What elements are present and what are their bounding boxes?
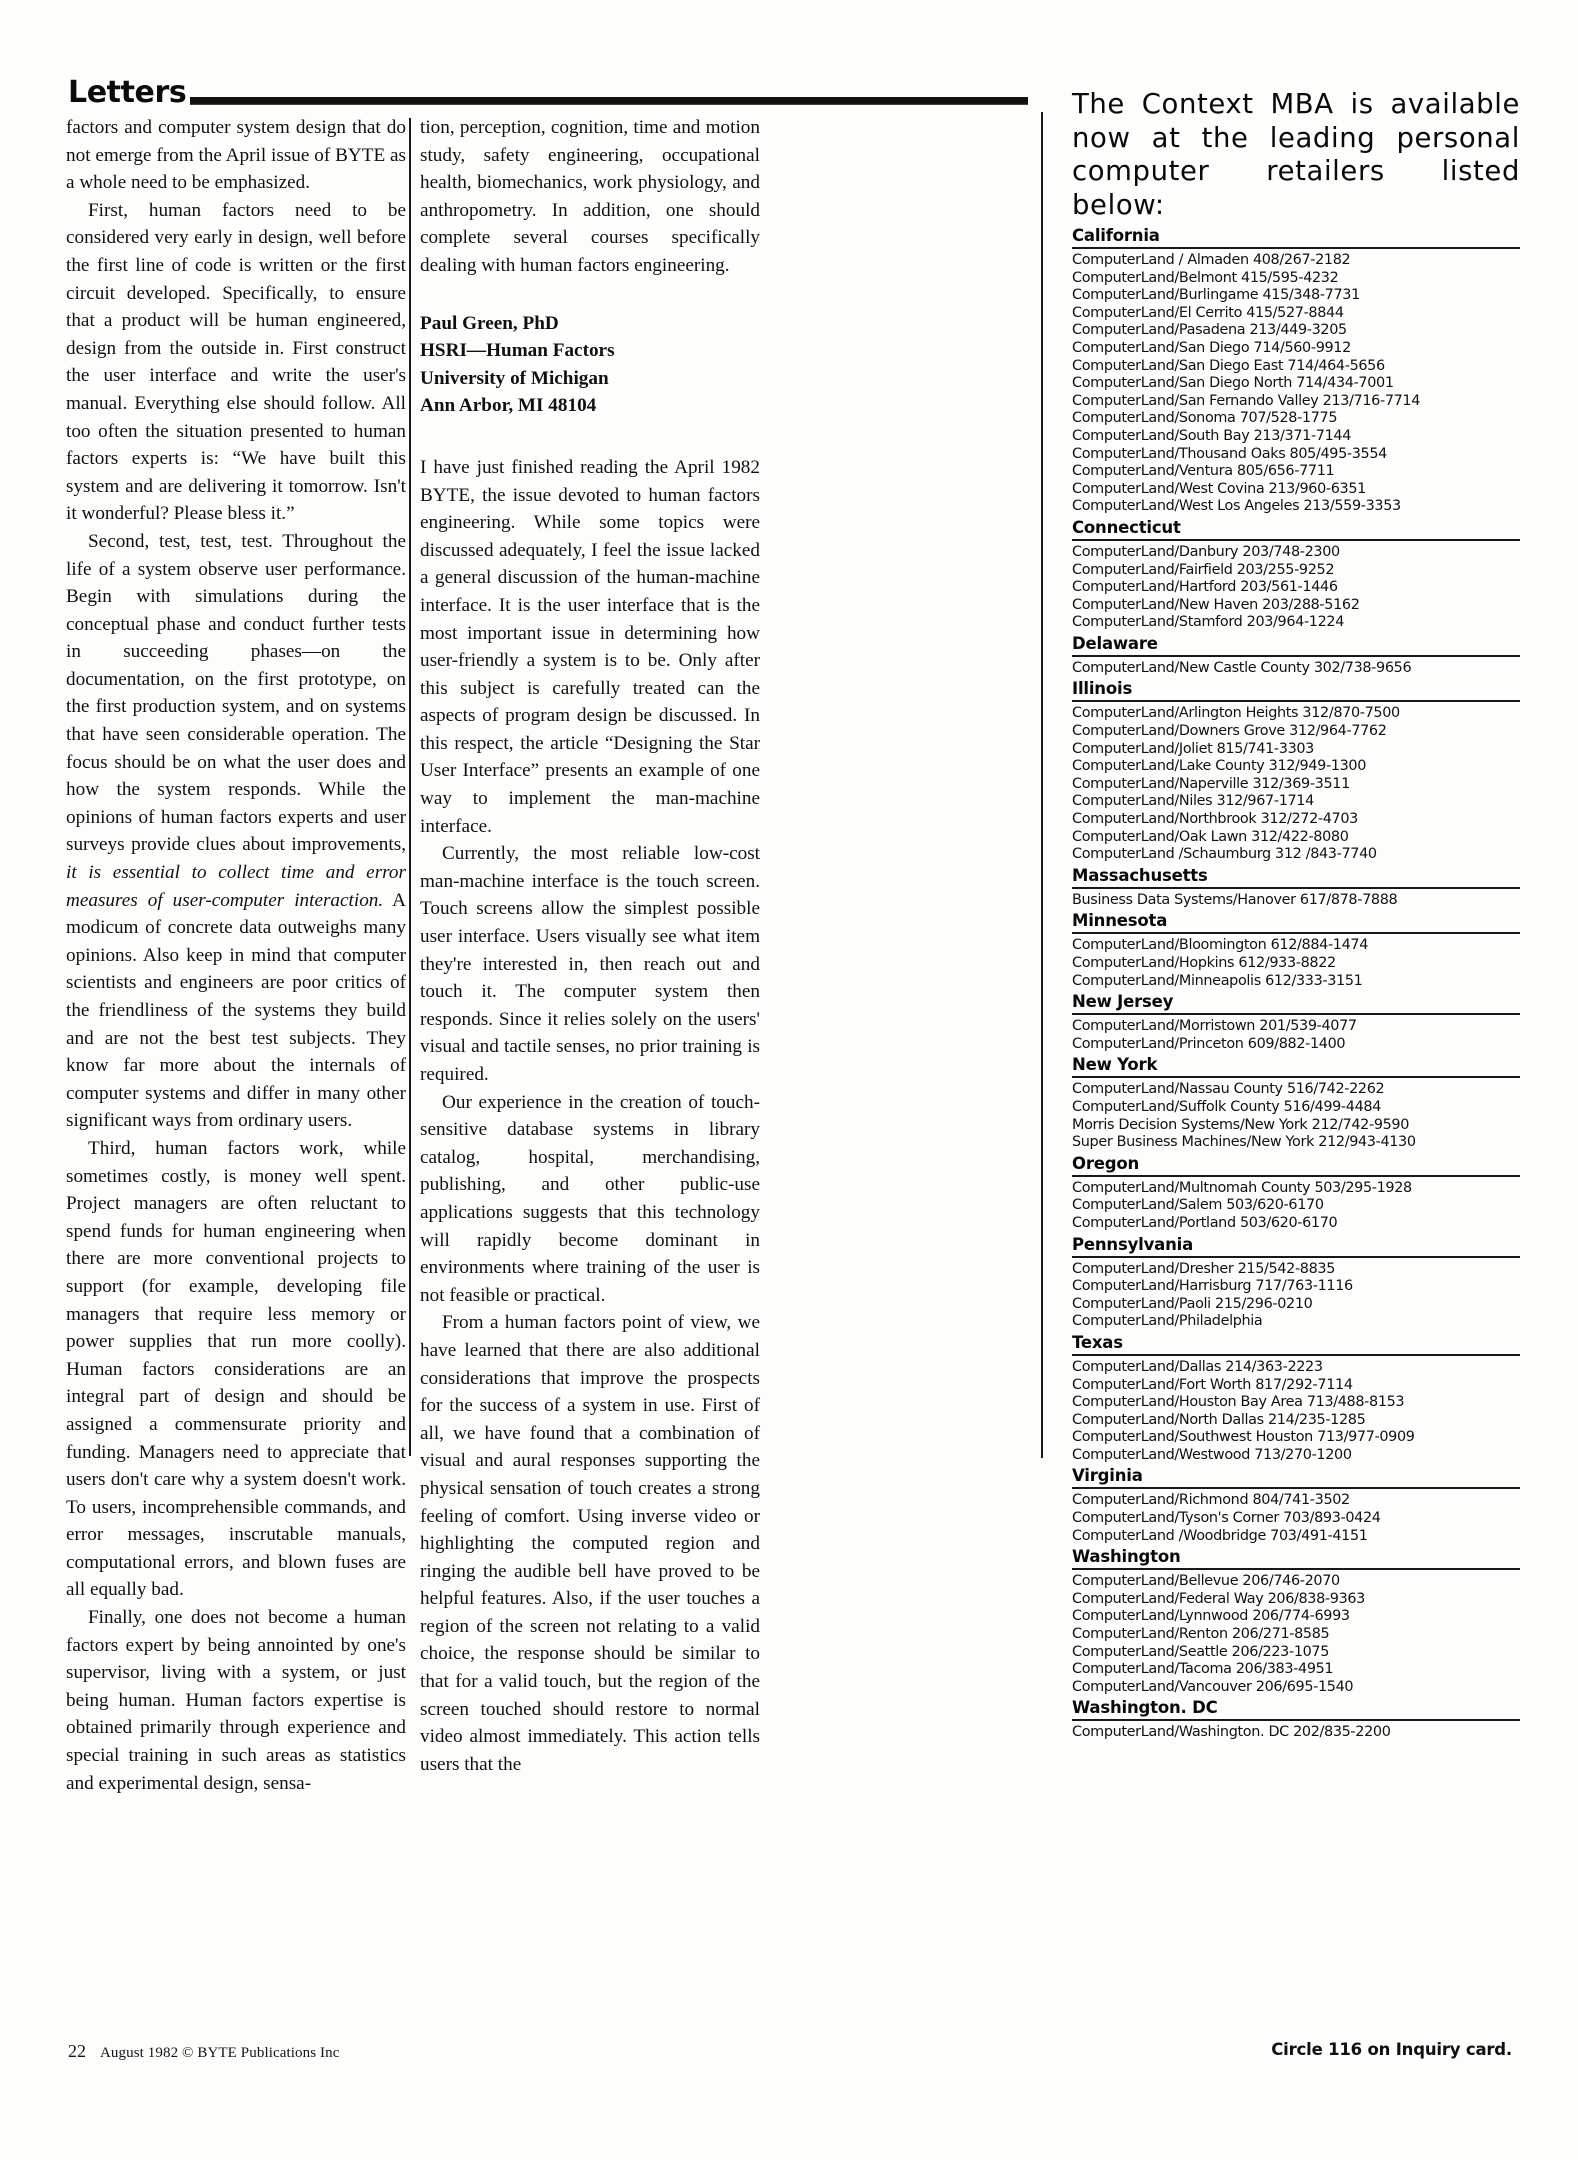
retailer-listing: ComputerLand/Pasadena 213/449-3205	[1072, 322, 1347, 339]
retailer-listing: ComputerLand/San Diego East 714/464-5656	[1072, 357, 1385, 374]
state-group	[1072, 1466, 1520, 1545]
paragraph: First, human factors need to be considered very early in design, well before the first line of code is written or the first circuit developed. Specifically, to ensure that a product will be human engineered, design from the outside in. First construct the user interface and write the user's manual. Everything else should follow. All too often the situation presented to human factors experts is: “We have built this system and are delivering it tomorrow. Isn't it wonderful? Please bless it.”	[66, 199, 406, 525]
retailer-listing: ComputerLand/North Dallas 214/235-1285	[1072, 1411, 1366, 1428]
retailer-listing: ComputerLand/Dallas 214/363-2223	[1072, 1358, 1323, 1375]
state-group	[1072, 866, 1520, 910]
letter-spacer	[420, 420, 760, 454]
retailer-listing: ComputerLand/Houston Bay Area 713/488-8153	[1072, 1394, 1405, 1411]
page-footer-left	[68, 2041, 339, 2062]
retailer-listing: ComputerLand/Sonoma 707/528-1775	[1072, 410, 1338, 427]
state-group	[1072, 992, 1520, 1053]
retailer-listing: ComputerLand/Southwest Houston 713/977-0909	[1072, 1429, 1415, 1446]
paragraph	[66, 528, 406, 1135]
body-column-2	[420, 114, 760, 1778]
retailer-listing: ComputerLand/Morristown 201/539-4077	[1072, 1018, 1357, 1035]
retailer-listing: ComputerLand/Naperville 312/369-3511	[1072, 775, 1350, 792]
retailer-listing: ComputerLand/Bloomington 612/884-1474	[1072, 937, 1369, 954]
paragraph: Finally, one does not become a human factors expert by being annointed by one's supervisor, living with a system, or just being human. Human factors expertise is obtained primarily through experience and special training in such areas as statistics and experimental design, sensa-	[66, 1607, 406, 1794]
state-group	[1072, 679, 1520, 863]
retailer-listing: ComputerLand/Oak Lawn 312/422-8080	[1072, 828, 1349, 845]
state-heading: Delaware	[1072, 633, 1158, 653]
retailer-listing: ComputerLand/West Los Angeles 213/559-3353	[1072, 498, 1401, 515]
retailer-listing: ComputerLand/Hartford 203/561-1446	[1072, 579, 1338, 596]
retailer-directory	[1072, 226, 1520, 1742]
masthead-rule	[190, 97, 1028, 104]
body-column-1	[66, 114, 406, 1797]
paragraph-text: Second, test, test, test. Throughout the life of a system observe user performance. Begin with simulations during the conceptual phase and conduct further tests in succeeding phases—on the documentation, on the first prototype, on the first production system, and on systems that have seen considerable operation. The focus should be on what the user does and how the system responds. While the opinions of human factors experts and user surveys provide clues about improvements,	[66, 530, 406, 856]
retailer-listing: ComputerLand/Seattle 206/223-1075	[1072, 1643, 1330, 1660]
retailer-listing: ComputerLand/Minneapolis 612/333-3151	[1072, 972, 1363, 989]
retailer-listing: ComputerLand/Downers Grove 312/964-7762	[1072, 723, 1387, 740]
column-divider-1	[409, 118, 411, 1456]
retailer-listing: ComputerLand/Philadelphia	[1072, 1313, 1263, 1330]
retailer-listing: ComputerLand/Hopkins 612/933-8822	[1072, 955, 1336, 971]
masthead	[68, 62, 1028, 108]
retailer-listing: ComputerLand/Dresher 215/542-8835	[1072, 1260, 1336, 1277]
page-number: 22	[68, 2041, 86, 2061]
retailer-listing: ComputerLand/San Diego North 714/434-7001	[1072, 375, 1394, 392]
retailer-listing: ComputerLand/Bellevue 206/746-2070	[1072, 1573, 1340, 1590]
ad-headline: The Context MBA is available now at the leading personal computer retailers listed below:	[1072, 88, 1520, 221]
state-group	[1072, 1055, 1520, 1151]
retailer-listing: ComputerLand/Belmont 415/595-4232	[1072, 269, 1339, 286]
state-rule	[1072, 1256, 1520, 1258]
signature-name: Paul Green, PhD	[420, 312, 559, 334]
retailer-listing: ComputerLand/Paoli 215/296-0210	[1072, 1295, 1313, 1312]
retailer-listing: ComputerLand / Almaden 408/267-2182	[1072, 252, 1351, 268]
paragraph: Currently, the most reliable low-cost man-machine interface is the touch screen. Touch screens allow the simplest possible user interface. Users visually see what item they're interested in, then reach out and touch it. The computer system then responds. Since it relies solely on the users' visual and tactile senses, no prior training is required.	[420, 843, 760, 1085]
state-heading: Pennsylvania	[1072, 1234, 1194, 1254]
retailer-listing: ComputerLand/South Bay 213/371-7144	[1072, 427, 1352, 444]
retailer-listing: ComputerLand/Northbrook 312/272-4703	[1072, 811, 1358, 828]
state-heading: Illinois	[1072, 679, 1133, 699]
retailer-listing: ComputerLand/Fort Worth 817/292-7114	[1072, 1376, 1353, 1393]
state-heading: Texas	[1072, 1332, 1123, 1352]
state-heading: Minnesota	[1072, 911, 1168, 931]
signature-address: Ann Arbor, MI 48104	[420, 395, 597, 417]
retailer-listing: ComputerLand/El Cerrito 415/527-8844	[1072, 304, 1344, 321]
retailer-listing: ComputerLand/New Castle County 302/738-9656	[1072, 659, 1412, 676]
state-heading: Massachusetts	[1072, 865, 1208, 885]
state-rule	[1072, 1013, 1520, 1015]
state-heading: Oregon	[1072, 1153, 1140, 1173]
paragraph-text-continued: A modicum of concrete data outweighs many opinions. Also keep in mind that computer scientists and engineers are poor critics of the friendliness of the systems they build and are not the best test subjects. They know far more about the internals of computer systems and differ in many other significant ways from ordinary users.	[66, 889, 406, 1132]
advertisement-panel	[1072, 88, 1520, 1742]
signature-affiliation: HSRI—Human Factors	[420, 340, 615, 362]
paragraph: Third, human factors work, while sometimes costly, is money well spent. Project managers are often reluctant to spend funds for human engineering when there are more conventional projects to support (for example, developing file managers that require less memory or power supplies that run more coolly). Human factors considerations are an integral part of design and should be assigned a commensurate priority and funding. Managers need to appreciate that users don't care why a system doesn't work. To users, incomprehensible commands, and error messages, inscrutable manuals, computational errors, and blown fuses are all equally bad.	[66, 1137, 406, 1601]
retailer-listing: ComputerLand/New Haven 203/288-5162	[1072, 596, 1360, 613]
paragraph: Our experience in the creation of touch-sensitive database systems in library catalog, hospital, merchandising, publishing, and other public-use applications suggests that this technology will rapidly become dominant in environments where training of the user is not feasible or practical.	[420, 1091, 760, 1306]
retailer-listing: ComputerLand/Suffolk County 516/499-4484	[1072, 1098, 1382, 1115]
paragraph: From a human factors point of view, we have learned that there are also additional considerations that improve the prospects for the success of a system in use. First of all, we have found that a combination of visual and aural responses supporting the physical sensation of touch creates a strong feeling of comfort. Using inverse video or highlighting the computed region and ringing the audible bell have proved to be helpful features. Also, if the user touches a region of the screen not relating to a valid choice, the response should be similar to that for a valid touch, but the region of the screen touched should restore to normal video almost immediately. This action tells users that the	[420, 1312, 760, 1775]
retailer-listing: ComputerLand/San Diego 714/560-9912	[1072, 339, 1351, 356]
state-group	[1072, 226, 1520, 516]
retailer-listing: ComputerLand/Lynnwood 206/774-6993	[1072, 1608, 1350, 1625]
state-group	[1072, 1698, 1520, 1742]
state-heading: Washington. DC	[1072, 1698, 1218, 1718]
state-rule	[1072, 539, 1520, 541]
retailer-listing: ComputerLand/Washington. DC 202/835-2200	[1072, 1724, 1391, 1741]
state-heading: Washington	[1072, 1547, 1181, 1567]
retailer-listing: Business Data Systems/Hanover 617/878-7888	[1072, 891, 1398, 908]
retailer-listing: ComputerLand/Danbury 203/748-2300	[1072, 543, 1340, 560]
retailer-listing: ComputerLand/Princeton 609/882-1400	[1072, 1035, 1346, 1052]
retailer-listing: ComputerLand/Ventura 805/656-7711	[1072, 463, 1335, 480]
state-group	[1072, 1547, 1520, 1696]
state-rule	[1072, 655, 1520, 657]
state-rule	[1072, 1719, 1520, 1721]
paragraph: tion, perception, cognition, time and motion study, safety engineering, occupational health, biomechanics, work physiology, and anthropometry. In addition, one should complete several courses specifically dealing with human factors engineering.	[420, 117, 760, 276]
retailer-listing: Super Business Machines/New York 212/943-4130	[1072, 1134, 1416, 1151]
retailer-listing: ComputerLand/Joliet 815/741-3303	[1072, 740, 1314, 757]
retailer-listing: ComputerLand/Arlington Heights 312/870-7500	[1072, 705, 1400, 722]
state-heading: New York	[1072, 1055, 1158, 1075]
retailer-listing: ComputerLand/Harrisburg 717/763-1116	[1072, 1278, 1353, 1295]
inquiry-card-note: Circle 116 on Inquiry card.	[1271, 2040, 1512, 2059]
state-rule	[1072, 1487, 1520, 1489]
retailer-listing: ComputerLand/Richmond 804/741-3502	[1072, 1492, 1350, 1509]
paragraph: factors and computer system design that do not emerge from the April issue of BYTE as a whole need to be emphasized.	[66, 117, 406, 194]
state-rule	[1072, 1354, 1520, 1356]
retailer-listing: ComputerLand/Thousand Oaks 805/495-3554	[1072, 445, 1387, 462]
retailer-listing: ComputerLand/San Fernando Valley 213/716-7714	[1072, 392, 1421, 409]
state-group	[1072, 911, 1520, 990]
letter-signature	[420, 310, 760, 420]
state-heading: New Jersey	[1072, 992, 1174, 1012]
emphasized-text: it is essential to collect time and error measures of user-computer interaction.	[66, 862, 406, 911]
retailer-listing: ComputerLand/Tacoma 206/383-4951	[1072, 1661, 1334, 1678]
retailer-listing: ComputerLand/Salem 503/620-6170	[1072, 1197, 1324, 1214]
retailer-listing: Morris Decision Systems/New York 212/742-9590	[1072, 1116, 1410, 1133]
state-rule	[1072, 887, 1520, 889]
retailer-listing: ComputerLand/Burlingame 415/348-7731	[1072, 287, 1360, 304]
state-heading: California	[1072, 226, 1160, 245]
signature-institution: University of Michigan	[420, 367, 609, 389]
retailer-listing: ComputerLand/Stamford 203/964-1224	[1072, 614, 1345, 631]
retailer-listing: ComputerLand/Portland 503/620-6170	[1072, 1214, 1338, 1231]
paragraph: I have just finished reading the April 1982 BYTE, the issue devoted to human factors engineering. While some topics were discussed adequately, I feel the issue lacked a general discussion of the human-machine interface. It is the user interface that is the most important issue in determining how user-friendly a system is to be. Only after this subject is carefully treated can the aspects of program design be discussed. In this respect, the article “Designing the Star User Interface” presents an example of one way to implement the man-machine interface.	[420, 456, 760, 837]
retailer-listing: ComputerLand/Federal Way 206/838-9363	[1072, 1590, 1365, 1607]
state-rule	[1072, 247, 1520, 249]
state-group	[1072, 1333, 1520, 1465]
state-rule	[1072, 1076, 1520, 1078]
state-rule	[1072, 1175, 1520, 1177]
state-group	[1072, 518, 1520, 632]
retailer-listing: ComputerLand/Multnomah County 503/295-1928	[1072, 1179, 1412, 1196]
column-divider-2	[1041, 112, 1043, 1458]
retailer-listing: ComputerLand /Woodbridge 703/491-4151	[1072, 1527, 1368, 1544]
retailer-listing: ComputerLand/Fairfield 203/255-9252	[1072, 561, 1335, 578]
retailer-listing: ComputerLand/Renton 206/271-8585	[1072, 1626, 1330, 1643]
state-group	[1072, 1154, 1520, 1233]
state-heading: Connecticut	[1072, 517, 1181, 537]
retailer-listing: ComputerLand/Niles 312/967-1714	[1072, 793, 1314, 810]
retailer-listing: ComputerLand/Nassau County 516/742-2262	[1072, 1081, 1385, 1098]
retailer-listing: ComputerLand /Schaumburg 312 /843-7740	[1072, 846, 1377, 863]
retailer-listing: ComputerLand/Lake County 312/949-1300	[1072, 758, 1367, 775]
state-group	[1072, 1235, 1520, 1331]
retailer-listing: ComputerLand/West Covina 213/960-6351	[1072, 480, 1366, 497]
copyright-imprint: August 1982 © BYTE Publications Inc	[100, 2045, 340, 2061]
state-heading: Virginia	[1072, 1466, 1143, 1486]
retailer-listing: ComputerLand/Tyson's Corner 703/893-0424	[1072, 1510, 1381, 1527]
state-group	[1072, 634, 1520, 678]
state-rule	[1072, 932, 1520, 934]
state-rule	[1072, 1568, 1520, 1570]
state-rule	[1072, 700, 1520, 702]
retailer-listing: ComputerLand/Westwood 713/270-1200	[1072, 1446, 1352, 1463]
retailer-listing: ComputerLand/Vancouver 206/695-1540	[1072, 1678, 1354, 1695]
page-title: Letters	[68, 75, 187, 110]
